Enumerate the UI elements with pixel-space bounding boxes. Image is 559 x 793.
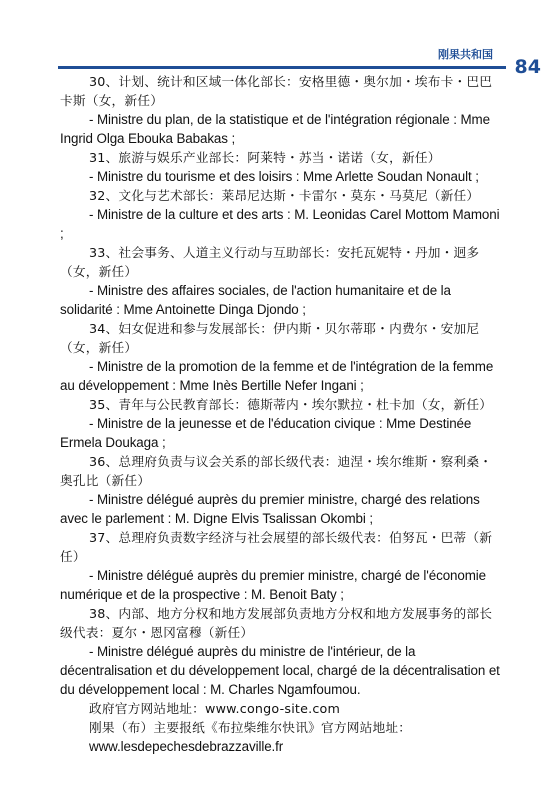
- entry-32-chinese: 32、文化与艺术部长：莱昂尼达斯・卡雷尔・莫东・马莫尼（新任）: [89, 188, 480, 203]
- newspaper-website-url: www.lesdepechesdebrazzaville.fr: [89, 739, 284, 754]
- entry-36-french: - Ministre délégué auprès du premier ministre, chargé des relations avec le parlement : M. Digne Elvis Tsalissan Okombi ;: [60, 492, 480, 526]
- entry-35-chinese: 35、青年与公民教育部长：德斯蒂内・埃尔默拉・杜卡加（女，新任）: [89, 397, 493, 412]
- entry-35-french: - Ministre de la jeunesse et de l'éducation civique : Mme Destinée Ermela Doukaga ;: [60, 416, 472, 450]
- document-body: [60, 72, 505, 756]
- entry-31-french: - Ministre du tourisme et des loisirs : Mme Arlette Soudan Nonault ;: [89, 169, 479, 184]
- entry-30-french: - Ministre du plan, de la statistique et de l'intégration régionale : Mme Ingrid Olga Ebouka Babakas ;: [60, 112, 490, 146]
- entry-34-chinese: 34、妇女促进和参与发展部长：伊内斯・贝尔蒂耶・内费尔・安加尼（女，新任）: [60, 321, 480, 355]
- entry-36-chinese: 36、总理府负责与议会关系的部长级代表：迪涅・埃尔维斯・察利桑・奥孔比（新任）: [60, 454, 493, 488]
- government-website-line: 政府官方网站地址：www.congo-site.com: [89, 701, 341, 716]
- entry-34-french: - Ministre de la promotion de la femme et de l'intégration de la femme au développement : Mme Inès Bertille Nefer Ingani ;: [60, 359, 494, 393]
- entry-30-chinese: 30、计划、统计和区域一体化部长：安格里德・奥尔加・埃布卡・巴巴卡斯（女，新任）: [60, 74, 493, 108]
- entry-32-french: - Ministre de la culture et des arts : M. Leonidas Carel Mottom Mamoni ;: [60, 207, 500, 241]
- entry-38-chinese: 38、内部、地方分权和地方发展部负责地方分权和地方发展事务的部长级代表：夏尔・恩冈富穆（新任）: [60, 606, 493, 640]
- page-number: 84: [514, 56, 541, 78]
- header-divider: [58, 66, 506, 69]
- entry-33-chinese: 33、社会事务、人道主义行动与互助部长：安托瓦妮特・丹加・迥多（女，新任）: [60, 245, 480, 279]
- header-title: 刚果共和国: [438, 48, 493, 61]
- entry-31-chinese: 31、旅游与娱乐产业部长：阿莱特・苏当・诺诺（女，新任）: [89, 150, 441, 165]
- entry-38-french: - Ministre délégué auprès du ministre de l'intérieur, de la décentralisation et du développement local, chargé de la décentralisation et du développement local : M. Charles Ngamfoumou.: [60, 644, 500, 697]
- entry-33-french: - Ministre des affaires sociales, de l'action humanitaire et de la solidarité : Mme Antoinette Dinga Djondo ;: [60, 283, 451, 317]
- entry-37-chinese: 37、总理府负责数字经济与社会展望的部长级代表：伯努瓦・巴蒂（新任）: [60, 530, 493, 564]
- newspaper-website-label: 刚果（布）主要报纸《布拉柴维尔快讯》官方网站地址：: [89, 720, 412, 735]
- entry-37-french: - Ministre délégué auprès du premier ministre, chargé de l'économie numérique et de la prospective : M. Benoit Baty ;: [60, 568, 487, 602]
